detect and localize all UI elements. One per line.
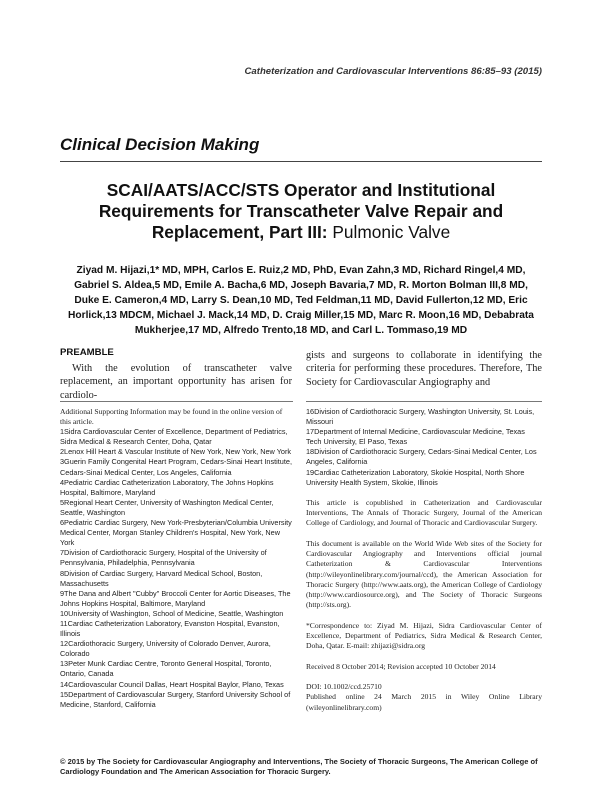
affiliation-item: 17Department of Internal Medicine, Cardiovascular Medicine, Texas Tech University, El Paso, Texas bbox=[306, 427, 525, 447]
affiliations-left bbox=[60, 407, 293, 710]
affiliations-right bbox=[306, 407, 542, 713]
affiliation-item: 8Division of Cardiac Surgery, Harvard Medical School, Boston, Massachusetts bbox=[60, 568, 263, 588]
affiliation-item: 6Pediatric Cardiac Surgery, New York-Presbyterian/Columbia University Medical Center, Morgan Stanley Children's Hospital, New York, New York bbox=[60, 518, 292, 548]
affiliation-item: 7Division of Cardiothoracic Surgery, Hospital of the University of Pennsylvania, Philadelphia, Pennsylvania bbox=[60, 548, 267, 568]
section-divider bbox=[60, 161, 542, 162]
affiliation-item: 13Peter Munk Cardiac Centre, Toronto General Hospital, Toronto, Ontario, Canada bbox=[60, 659, 272, 679]
copublished-note: This article is copublished in Catheterization and Cardiovascular Interventions, The Annals of Thoracic Surgery, Journal of the American College of Cardiology, and Journal of Thoracic and Cardiovascular Surgery. bbox=[306, 497, 542, 528]
affiliation-item: 18Division of Cardiothoracic Surgery, Cedars-Sinai Medical Center, Los Angeles, California bbox=[306, 447, 537, 467]
footnote-divider-right bbox=[306, 401, 542, 402]
correspondence-note: *Correspondence to: Ziyad M. Hijazi, Sidra Cardiovascular Center of Excellence, Department of Pediatrics, Sidra Medical & Research Center, Doha, Qatar. E-mail: zhijazi@sidra.org bbox=[306, 620, 542, 651]
affiliation-item: 9The Dana and Albert "Cubby" Broccoli Center for Aortic Diseases, The Johns Hopkins Hospital, Baltimore, Maryland bbox=[60, 588, 291, 608]
additional-info-note: Additional Supporting Information may be found in the online version of this article. bbox=[60, 407, 283, 427]
preamble-right-text: gists and surgeons to collaborate in identifying the criteria for performing these procedures. Therefore, The Society for Cardiovascular Angiography and bbox=[306, 350, 542, 388]
affiliation-list-left bbox=[60, 427, 293, 710]
title-sub: Pulmonic Valve bbox=[327, 222, 451, 242]
title-main: SCAI/AATS/ACC/STS Operator and Institutional Requirements for Transcatheter Valve Repair and Replacement, Part III: bbox=[98, 180, 504, 242]
doi: DOI: 10.1002/ccd.25710 bbox=[306, 681, 382, 691]
received-date: Received 8 October 2014; Revision accepted 10 October 2014 bbox=[306, 661, 496, 671]
article-title bbox=[60, 180, 542, 243]
preamble-left-text: With the evolution of transcatheter valve replacement, an important opportunity has arisen for cardiolo- bbox=[60, 363, 292, 401]
footnote-divider-left bbox=[60, 401, 293, 402]
affiliation-item: 12Cardiothoracic Surgery, University of Colorado Denver, Aurora, Colorado bbox=[60, 639, 271, 659]
affiliation-item: 15Department of Cardiovascular Surgery, Stanford University School of Medicine, Stanford, California bbox=[60, 689, 291, 709]
journal-citation: Catheterization and Cardiovascular Interventions 86:85–93 (2015) bbox=[244, 66, 542, 77]
preamble-heading: PREAMBLE bbox=[60, 347, 114, 358]
affiliation-item: 14Cardiovascular Council Dallas, Heart Hospital Baylor, Plano, Texas bbox=[60, 679, 284, 689]
copyright-notice: © 2015 by The Society for Cardiovascular Angiography and Interventions, The Society of Thoracic Surgeons, The American College of Cardiology Foundation and The American Association for Thoracic Surgery. bbox=[60, 757, 538, 776]
published-online: Published online 24 March 2015 in Wiley Online Library (wileyonlinelibrary.com) bbox=[306, 692, 542, 712]
affiliation-item: 2Lenox Hill Heart & Vascular Institute of New York, New York, New York bbox=[60, 447, 292, 457]
affiliation-item: 4Pediatric Cardiac Catheterization Laboratory, The Johns Hopkins Hospital, Baltimore, Maryland bbox=[60, 477, 274, 497]
affiliation-item: 3Guerin Family Congenital Heart Program, Cedars-Sinai Heart Institute, Cedars-Sinai Medical Center, Los Angeles, California bbox=[60, 457, 292, 477]
affiliation-item: 11Cardiac Catheterization Laboratory, Evanston Hospital, Evanston, Illinois bbox=[60, 618, 280, 639]
author-list: Ziyad M. Hijazi,1* MD, MPH, Carlos E. Ruiz,2 MD, PhD, Evan Zahn,3 MD, Richard Ringel,4 MD, Gabriel S. Aldea,5 MD, Emile A. Bacha,6 MD, Joseph Bavaria,7 MD, R. Morton Bolman III,8 MD, Duke E. Cameron,4 MD, Larry S. Dean,10 MD, Ted Feldman,11 MD, David Fullerton,12 MD, Eric Horlick,13 MDCM, Michael J. Mack,14 MD, D. Craig Miller,15 MD, Marc R. Moon,16 MD, Debabrata Mukherjee,17 MD, Alfredo Trento,18 MD, and Carl L. Tommaso,19 MD bbox=[68, 265, 534, 336]
affiliation-item: 1Sidra Cardiovascular Center of Excellence, Department of Pediatrics, Sidra Medical & Research Center, Doha, Qatar bbox=[60, 427, 288, 447]
availability-note: This document is available on the World Wide Web sites of the Society for Cardiovascular Angiography and Interventions official journal Catheterization & Cardiovascular Interventions (http://wileyonlinelibrary.com/journal/ccd), the American Association for Thoracic Surgery (http://www.aats.org), the American College of Cardiology (http://www.cardiosource.org), and The Society of Thoracic Surgeons (http://sts.org). bbox=[306, 538, 542, 610]
section-label: Clinical Decision Making bbox=[60, 135, 260, 154]
affiliation-list-right bbox=[306, 407, 542, 488]
affiliation-item: 19Cardiac Catheterization Laboratory, Skokie Hospital, North Shore University Health System, Skokie, Illinois bbox=[306, 467, 525, 487]
affiliation-item: 5Regional Heart Center, University of Washington Medical Center, Seattle, Washington bbox=[60, 497, 274, 517]
affiliation-item: 10University of Washington, School of Medicine, Seattle, Washington bbox=[60, 608, 284, 618]
affiliation-item: 16Division of Cardiothoracic Surgery, Washington University, St. Louis, Missouri bbox=[306, 407, 535, 427]
